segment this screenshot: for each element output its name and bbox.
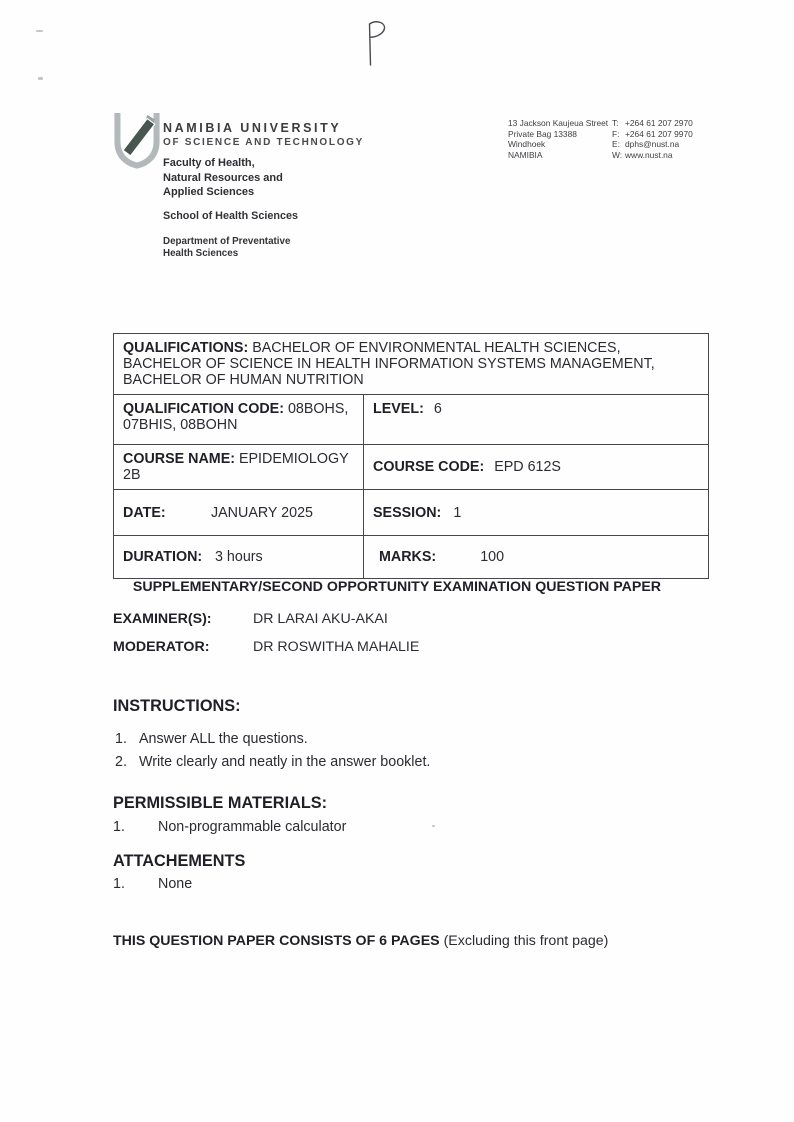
course-name-text bbox=[123, 451, 354, 483]
qualification-code-value: 08BOHS, 07BHIS, 08BOHN bbox=[123, 401, 349, 433]
session-cell bbox=[364, 490, 708, 535]
contact-line bbox=[612, 139, 693, 150]
course-code-text bbox=[373, 459, 561, 475]
item-number: 1. bbox=[113, 819, 125, 835]
page-count-note bbox=[113, 933, 608, 949]
duration-text bbox=[123, 549, 263, 565]
attachments-heading: ATTACHEMENTS bbox=[113, 852, 246, 870]
item-number: 1. bbox=[115, 731, 127, 747]
course-name-label: COURSE NAME: bbox=[123, 451, 235, 467]
scan-artifact bbox=[38, 77, 43, 80]
course-code-value: EPD 612S bbox=[494, 459, 561, 475]
table-row-qualifications bbox=[114, 334, 708, 394]
table-row-code-level bbox=[114, 394, 708, 444]
date-text bbox=[123, 505, 313, 521]
date-cell bbox=[114, 490, 364, 535]
instruction-item bbox=[115, 731, 308, 747]
moderator-label: MODERATOR: bbox=[113, 639, 210, 655]
moderator-value: DR ROSWITHA MAHALIE bbox=[253, 639, 420, 655]
item-text: Non-programmable calculator bbox=[158, 819, 347, 835]
session-text bbox=[373, 505, 461, 521]
marks-text bbox=[373, 549, 504, 565]
university-logo bbox=[110, 111, 164, 169]
contact-key: W: bbox=[612, 149, 623, 160]
contact-value: www.nust.na bbox=[625, 149, 673, 160]
item-text: Write clearly and neatly in the answer booklet. bbox=[139, 754, 431, 770]
university-name-line2: OF SCIENCE AND TECHNOLOGY bbox=[163, 137, 365, 148]
contact-line bbox=[612, 129, 693, 140]
item-number: 2. bbox=[115, 754, 127, 770]
session-label: SESSION: bbox=[373, 504, 442, 521]
scan-artifact bbox=[36, 30, 43, 32]
handwritten-p-icon bbox=[358, 18, 394, 68]
address-line: NAMIBIA bbox=[508, 149, 543, 160]
contact-key: F: bbox=[612, 128, 620, 139]
duration-cell bbox=[114, 536, 364, 578]
level-label: LEVEL: bbox=[373, 401, 424, 417]
date-label: DATE: bbox=[123, 504, 166, 521]
instructions-heading: INSTRUCTIONS: bbox=[113, 697, 241, 715]
qualifications-label: QUALIFICATIONS: bbox=[123, 340, 249, 356]
course-info-table bbox=[113, 333, 709, 579]
examiner-value: DR LARAI AKU-AKAI bbox=[253, 611, 388, 627]
qualifications-value: BACHELOR OF ENVIRONMENTAL HEALTH SCIENCES, BACHELOR OF SCIENCE IN HEALTH INFORMATION SYSTEMS MANAGEMENT, BACHELOR OF HUMAN NUTRITION bbox=[123, 340, 655, 388]
attachment-item bbox=[113, 876, 192, 892]
handwritten-p-mark bbox=[358, 18, 394, 68]
moderator-row bbox=[113, 639, 419, 655]
item-text: Answer ALL the questions. bbox=[139, 731, 308, 747]
level-cell bbox=[364, 395, 708, 444]
item-text: None bbox=[158, 876, 193, 892]
marks-label: MARKS: bbox=[379, 549, 437, 565]
marks-value: 100 bbox=[480, 549, 505, 565]
faculty-name: Faculty of Health, Natural Resources and Applied Sciences bbox=[163, 157, 283, 198]
duration-label: DURATION: bbox=[123, 549, 203, 565]
date-value: JANUARY 2025 bbox=[211, 504, 313, 521]
table-row-duration-marks bbox=[114, 535, 708, 578]
instruction-item bbox=[115, 754, 430, 770]
material-item bbox=[113, 819, 346, 835]
nust-shield-icon bbox=[110, 111, 164, 169]
duration-value: 3 hours bbox=[215, 549, 263, 565]
contact-value: +264 61 207 9970 bbox=[625, 128, 693, 139]
university-name-line1: NAMIBIA UNIVERSITY bbox=[163, 121, 342, 135]
course-name-cell bbox=[114, 445, 364, 489]
contact-key: T: bbox=[612, 118, 619, 128]
contact-block bbox=[612, 118, 693, 160]
table-row-date-session bbox=[114, 489, 708, 535]
contact-line bbox=[612, 118, 693, 129]
page-count-regular: (Excluding this front page) bbox=[439, 933, 609, 949]
department-name: Department of Preventative Health Sciences bbox=[163, 236, 291, 259]
examiner-row bbox=[113, 611, 388, 627]
contact-value: dphs@nust.na bbox=[625, 139, 680, 150]
table-row-course bbox=[114, 444, 708, 489]
level-value: 6 bbox=[433, 401, 442, 417]
course-code-label: COURSE CODE: bbox=[373, 459, 485, 475]
session-value: 1 bbox=[453, 504, 462, 521]
address-line: 13 Jackson Kaujeua Street bbox=[508, 118, 609, 128]
page-count-bold: THIS QUESTION PAPER CONSISTS OF 6 PAGES bbox=[113, 933, 440, 949]
qualification-code-cell bbox=[114, 395, 364, 444]
contact-line bbox=[612, 150, 693, 161]
permissible-materials-heading: PERMISSIBLE MATERIALS: bbox=[113, 794, 328, 812]
scan-artifact bbox=[432, 825, 435, 827]
course-code-cell bbox=[364, 445, 708, 489]
examiner-label: EXAMINER(S): bbox=[113, 611, 212, 627]
marks-cell bbox=[364, 536, 708, 578]
contact-value: +264 61 207 2970 bbox=[625, 118, 693, 128]
qualification-code-label: QUALIFICATION CODE: bbox=[123, 401, 284, 417]
address-line: Windhoek bbox=[508, 139, 546, 150]
item-number: 1. bbox=[113, 876, 125, 892]
contact-key: E: bbox=[612, 139, 620, 150]
course-name-value: EPIDEMIOLOGY 2B bbox=[123, 451, 349, 483]
paper-title: SUPPLEMENTARY/SECOND OPPORTUNITY EXAMINATION QUESTION PAPER bbox=[132, 579, 662, 595]
qualifications-cell bbox=[114, 334, 708, 394]
school-name: School of Health Sciences bbox=[163, 210, 298, 222]
address-line: Private Bag 13388 bbox=[508, 128, 577, 139]
address-block bbox=[508, 118, 608, 160]
